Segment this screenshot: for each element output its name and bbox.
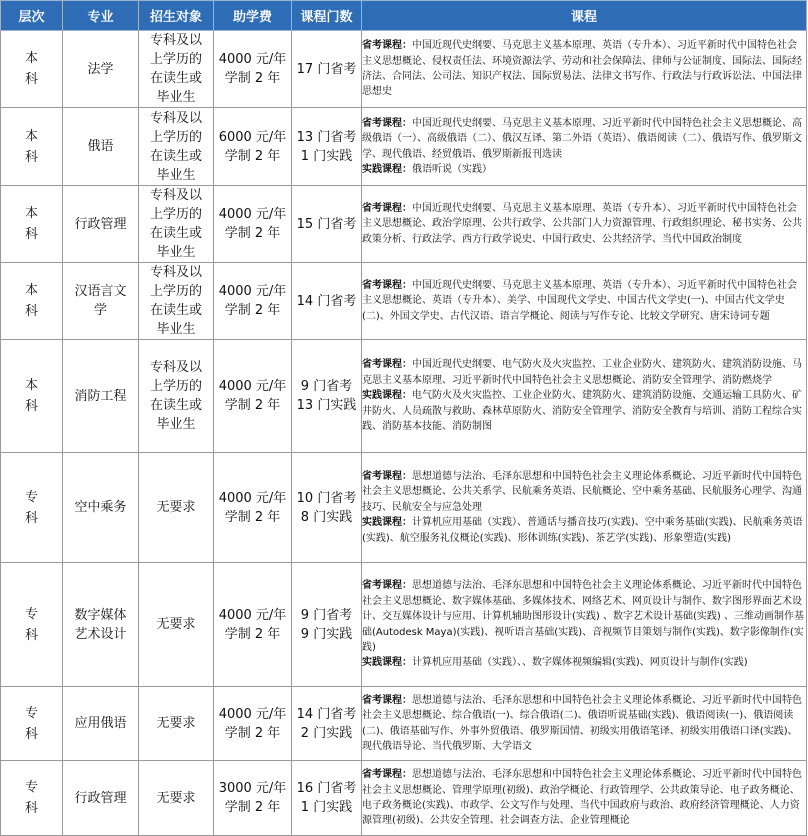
courses-cell — [362, 761, 807, 836]
table-row — [1, 31, 807, 108]
course-count-cell: 10 门省考 8 门实践 — [292, 453, 362, 563]
course-type-label: 省考课程： — [362, 580, 412, 592]
course-type-label: 省考课程： — [362, 40, 412, 52]
course-list: 思想道德与法治、毛泽东思想和中国特色社会主义理论体系概论、习近平新时代中国特色社会主义思想概论、综合俄语(一)、综合俄语(二)、俄语听说基础(实践)、俄语阅读(一)、俄语阅读(二)、俄语基础写作、外事外贸俄语、俄罗斯国情、初级实用俄语笔译、初级实用俄语口译(实践)、现代俄语导论、当代俄罗斯、大学语文 — [362, 694, 802, 752]
target-cell: 无要求 — [139, 687, 214, 761]
course-list: 电气防火及火灾监控、工业企业防火、建筑防火、建筑消防设施、交通运输工具防火、矿井防火、人员疏散与救助、森林草原防火、消防安全管理学、消防安全教育与培训、消防工程综合实践、消防基本技能、消防制图 — [362, 390, 802, 433]
course-count-cell: 13 门省考 1 门实践 — [292, 108, 362, 186]
course-list: 思想道德与法治、毛泽东思想和中国特色社会主义理论体系概论、习近平新时代中国特色社会主义思想概论、数字媒体基础、多媒体技术、网络艺术、网页设计与制作、数字图形界面艺术设计、交互媒体设计与应用、计算机辅助图形设计(实践) 、数字艺术设计基础(实践) 、三维动画制作基础(Autodesk Maya)(实践)、视听语言基础(实践)、音视频节目策划与制作(实践)、数字影像制作(实践) — [362, 580, 804, 653]
course-count-cell: 9 门省考 13 门实践 — [292, 340, 362, 453]
level-cell: 本 科 — [1, 340, 63, 453]
table-row — [1, 453, 807, 563]
course-count-cell: 15 门省考 — [292, 186, 362, 263]
course-count-cell: 17 门省考 — [292, 31, 362, 108]
course-type-label: 省考课程： — [362, 279, 412, 291]
target-cell: 专科及以 上学历的 在读生或 毕业生 — [139, 108, 214, 186]
header-target: 招生对象 — [139, 1, 214, 31]
fee-cell: 4000 元/年 学制 2 年 — [214, 263, 292, 340]
level-cell: 专 科 — [1, 761, 63, 836]
course-type-label: 省考课程： — [362, 769, 412, 781]
courses-cell — [362, 687, 807, 761]
major-cell: 汉语言文 学 — [63, 263, 139, 340]
level-cell: 本 科 — [1, 263, 63, 340]
course-list: 俄语听说（实践） — [412, 163, 492, 175]
course-block — [362, 469, 806, 515]
course-list: 中国近现代史纲要、马克思主义基本原理、英语（专升本）、习近平新时代中国特色社会主义思想概论、英语（专升本）、美学、中国现代文学史、中国古代文学史(一)、中国古代文学史(二)、外国文学史、古代汉语、语言学概论、阅读与写作专论、比较文学研究、唐宋诗词专题 — [362, 279, 797, 322]
table-row — [1, 340, 807, 453]
header-row — [1, 1, 807, 31]
course-block — [362, 388, 806, 434]
course-type-label: 实践课程： — [362, 163, 412, 175]
course-block — [362, 578, 806, 655]
level-cell: 专 科 — [1, 563, 63, 687]
courses-cell — [362, 563, 807, 687]
courses-cell — [362, 340, 807, 453]
target-cell: 无要求 — [139, 761, 214, 836]
level-cell: 本 科 — [1, 31, 63, 108]
target-cell: 专科及以 上学历的 在读生或 毕业生 — [139, 340, 214, 453]
target-cell: 无要求 — [139, 563, 214, 687]
fee-cell: 4000 元/年 学制 2 年 — [214, 340, 292, 453]
level-cell: 专 科 — [1, 453, 63, 563]
fee-cell: 4000 元/年 学制 2 年 — [214, 186, 292, 263]
course-block — [362, 116, 806, 162]
course-list: 中国近现代史纲要、马克思主义基本原理、英语（专升本）、习近平新时代中国特色社会主义思想概论、侵权责任法、环境资源法学、劳动和社会保障法、律师与公证制度、国际法、国际经济法、合同法、公司法、知识产权法、国际贸易法、法律文书写作、行政法与行政诉讼法、中国法律思想史 — [362, 40, 802, 98]
table-row — [1, 263, 807, 340]
course-list: 中国近现代史纲要、马克思主义基本原理、英语（专升本）、习近平新时代中国特色社会主义思想概论、政治学原理、公共行政学、公共部门人力资源管理、行政组织理论、秘书实务、公共政策分析、行政法学、西方行政学说史、中国行政史、公共经济学、当代中国政治制度 — [362, 202, 802, 245]
course-type-label: 实践课程： — [362, 657, 412, 669]
course-type-label: 省考课程： — [362, 117, 412, 129]
course-block — [362, 767, 806, 829]
header-course-count: 课程门数 — [292, 1, 362, 31]
major-cell: 行政管理 — [63, 186, 139, 263]
course-block — [362, 357, 806, 388]
course-list: 中国近现代史纲要、马克思主义基本原理、习近平新时代中国特色社会主义思想概论、高级俄语（一）、高级俄语（二）、俄汉互译、第二外语（英语）、俄语阅读（二）、俄语写作、俄罗斯文学、现代俄语、经贸俄语、俄罗斯新报刊选读 — [362, 117, 802, 160]
course-block — [362, 162, 806, 177]
course-block — [362, 278, 806, 324]
course-type-label: 省考课程： — [362, 470, 412, 482]
courses-cell — [362, 186, 807, 263]
table-row — [1, 761, 807, 836]
course-block — [362, 38, 806, 100]
target-cell: 专科及以 上学历的 在读生或 毕业生 — [139, 31, 214, 108]
course-block — [362, 693, 806, 755]
major-cell: 应用俄语 — [63, 687, 139, 761]
course-list: 思想道德与法治、毛泽东思想和中国特色社会主义理论体系概论、习近平新时代中国特色社会主义思想概论、管理学原理(初级)、政治学概论、行政管理学、公共政策导论、电子政务概论、电子政务概论(实践)、市政学、公文写作与处理、当代中国政府与政治、政府经济管理概论、人力资源管理(初级)、公共安全管理、社会调查方法、企业管理概论 — [362, 769, 802, 827]
courses-cell — [362, 263, 807, 340]
course-type-label: 省考课程： — [362, 359, 412, 371]
course-list: 计算机应用基础（实践）、、数字媒体视频编辑(实践)、网页设计与制作(实践) — [412, 657, 748, 669]
table-row — [1, 186, 807, 263]
target-cell: 专科及以 上学历的 在读生或 毕业生 — [139, 263, 214, 340]
course-type-label: 实践课程： — [362, 517, 412, 529]
header-major: 专业 — [63, 1, 139, 31]
course-list: 思想道德与法治、毛泽东思想和中国特色社会主义理论体系概论、习近平新时代中国特色社会主义思想概论、公共关系学、民航乘务英语、民航概论、空中乘务基础、民航服务心理学、沟通技巧、民航安全与应急处理 — [362, 470, 802, 513]
courses-cell — [362, 453, 807, 563]
target-cell: 专科及以 上学历的 在读生或 毕业生 — [139, 186, 214, 263]
major-cell: 数字媒体 艺术设计 — [63, 563, 139, 687]
table-row — [1, 687, 807, 761]
fee-cell: 4000 元/年 学制 2 年 — [214, 687, 292, 761]
fee-cell: 4000 元/年 学制 2 年 — [214, 31, 292, 108]
course-type-label: 实践课程： — [362, 390, 412, 402]
courses-cell — [362, 31, 807, 108]
course-type-label: 省考课程： — [362, 202, 412, 214]
major-cell: 消防工程 — [63, 340, 139, 453]
major-cell: 行政管理 — [63, 761, 139, 836]
target-cell: 无要求 — [139, 453, 214, 563]
fee-cell: 3000 元/年 学制 2 年 — [214, 761, 292, 836]
level-cell: 本 科 — [1, 186, 63, 263]
course-count-cell: 14 门省考 — [292, 263, 362, 340]
courses-cell — [362, 108, 807, 186]
level-cell: 本 科 — [1, 108, 63, 186]
course-count-cell: 16 门省考 1 门实践 — [292, 761, 362, 836]
course-count-cell: 14 门省考 2 门实践 — [292, 687, 362, 761]
major-cell: 俄语 — [63, 108, 139, 186]
course-block — [362, 201, 806, 247]
major-cell: 空中乘务 — [63, 453, 139, 563]
course-block — [362, 515, 806, 546]
level-cell: 专 科 — [1, 687, 63, 761]
fee-cell: 4000 元/年 学制 2 年 — [214, 453, 292, 563]
table-row — [1, 563, 807, 687]
fee-cell: 4000 元/年 学制 2 年 — [214, 563, 292, 687]
table-row — [1, 108, 807, 186]
course-type-label: 省考课程： — [362, 694, 412, 706]
fee-cell: 6000 元/年 学制 2 年 — [214, 108, 292, 186]
course-block — [362, 655, 806, 670]
header-fee: 助学费 — [214, 1, 292, 31]
course-list: 计算机应用基础（实践）、普通话与播音技巧(实践)、空中乘务基础(实践)、民航乘务英语(实践)、航空服务礼仪概论(实践)、形体训练(实践)、茶艺学(实践)、形象塑造(实践) — [362, 517, 803, 544]
course-count-cell: 9 门省考 9 门实践 — [292, 563, 362, 687]
header-courses: 课程 — [362, 1, 807, 31]
major-cell: 法学 — [63, 31, 139, 108]
course-list: 中国近现代史纲要、电气防火及火灾监控、工业企业防火、建筑防火、建筑消防设施、马克思主义基本原理、习近平新时代中国特色社会主义思想概论、消防安全管理学、消防燃烧学 — [362, 359, 802, 386]
header-level: 层次 — [1, 1, 63, 31]
